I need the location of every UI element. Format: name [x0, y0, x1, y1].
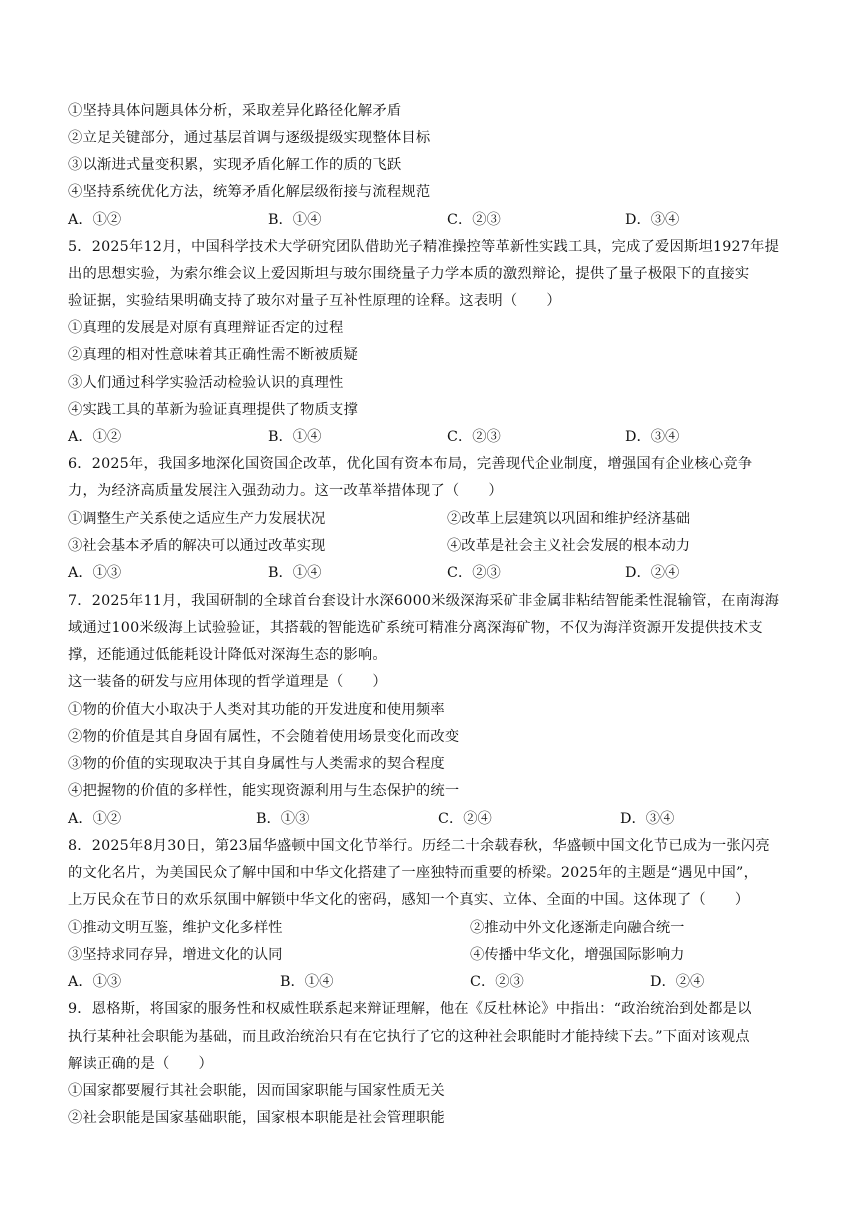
q8-statement-1: ①推动文明互鉴，维护文化多样性	[68, 920, 283, 936]
q6-option-b: B．①④	[268, 565, 322, 581]
q9-stem-line-3: 解读正确的是（ ）	[68, 1056, 213, 1072]
q9-statement-1: ①国家都要履行其社会职能，因而国家职能与国家性质无关	[68, 1083, 445, 1099]
q6-option-a: A．①③	[68, 565, 122, 581]
q6-stem-line-2: 力，为经济高质量发展注入强劲动力。这一改革举措体现了（ ）	[68, 483, 503, 499]
q9-stem-line-2: 执行某种社会职能为基础，而且政治统治只有在它执行了它的这种社会职能时才能持续下去。”下面对该观点	[68, 1029, 750, 1045]
q8-option-b: B．①④	[280, 974, 334, 990]
q6-statement-2: ②改革上层建筑以巩固和维护经济基础	[447, 511, 691, 527]
q5-stem-line-2: 出的思想实验，为索尔维会议上爱因斯坦与玻尔围绕量子力学本质的激烈辩论，提供了量子极限下的直接实	[68, 266, 750, 282]
q5-option-c: C．②③	[447, 429, 501, 445]
q7-statement-3: ③物的价值的实现取决于其自身属性与人类需求的契合程度	[68, 756, 445, 772]
q7-stem-line-4: 这一装备的研发与应用体现的哲学道理是（ ）	[68, 674, 387, 690]
q4-option-c: C．②③	[447, 212, 501, 228]
q7-statement-1: ①物的价值大小取决于人类对其功能的开发进度和使用频率	[68, 702, 445, 718]
q7-statement-2: ②物的价值是其自身固有属性，不会随着使用场景变化而改变	[68, 729, 460, 745]
q5-statement-4: ④实践工具的革新为验证真理提供了物质支撑	[68, 402, 358, 418]
q4-statement-3: ③以渐进式量变积累，实现矛盾化解工作的质的飞跃	[68, 157, 402, 173]
q8-option-a: A．①③	[68, 974, 122, 990]
q6-stem-line-1: 6．2025年，我国多地深化国资国企改革，优化国有资本布局，完善现代企业制度，增强国有企业核心竞争	[68, 456, 753, 472]
q9-statement-2: ②社会职能是国家基础职能，国家根本职能是社会管理职能	[68, 1110, 445, 1126]
q7-option-b: B．①③	[256, 811, 310, 827]
q7-option-a: A．①②	[68, 811, 122, 827]
q8-option-d: D．②④	[650, 974, 705, 990]
q5-statement-3: ③人们通过科学实验活动检验认识的真理性	[68, 375, 344, 391]
q4-option-a: A．①②	[68, 212, 122, 228]
q4-option-d: D．③④	[625, 212, 680, 228]
q4-statement-1: ①坚持具体问题具体分析，采取差异化路径化解矛盾	[68, 103, 402, 119]
q8-stem-line-2: 的文化名片，为美国民众了解中国和中华文化搭建了一座独特而重要的桥梁。2025年的主题是“遇见中国”，	[68, 865, 759, 881]
q5-statement-1: ①真理的发展是对原有真理辩证否定的过程	[68, 320, 344, 336]
q8-stem-line-3: 上万民众在节日的欢乐氛围中解锁中华文化的密码，感知一个真实、立体、全面的中国。这体现了（ ）	[68, 892, 750, 908]
q6-statement-4: ④改革是社会主义社会发展的根本动力	[447, 538, 691, 554]
q6-statement-3: ③社会基本矛盾的解决可以通过改革实现	[68, 538, 326, 554]
q4-option-b: B．①④	[268, 212, 322, 228]
q5-stem-line-3: 验证据，实验结果明确支持了玻尔对量子互补性原理的诠释。这表明（ ）	[68, 293, 561, 309]
q8-option-c: C．②③	[470, 974, 524, 990]
q5-option-d: D．③④	[625, 429, 680, 445]
q5-option-b: B．①④	[268, 429, 322, 445]
q5-statement-2: ②真理的相对性意味着其正确性需不断被质疑	[68, 347, 358, 363]
q6-option-c: C．②③	[447, 565, 501, 581]
q4-statement-2: ②立足关键部分，通过基层首调与逐级提级实现整体目标	[68, 130, 431, 146]
q7-option-d: D．③④	[620, 811, 675, 827]
q8-statement-4: ④传播中华文化，增强国际影响力	[470, 947, 685, 963]
q5-option-a: A．①②	[68, 429, 122, 445]
q5-stem-line-1: 5．2025年12月，中国科学技术大学研究团队借助光子精准操控等革新性实践工具，完成了爱因斯坦1927年提	[68, 239, 780, 255]
q7-stem-line-2: 域通过100米级海上试验验证，其搭载的智能选矿系统可精准分离深海矿物，不仅为海洋资源开发提供技术支	[68, 620, 763, 636]
q7-stem-line-3: 撑，还能通过低能耗设计降低对深海生态的影响。	[68, 647, 387, 663]
q8-statement-3: ③坚持求同存异，增进文化的认同	[68, 947, 283, 963]
q9-stem-line-1: 9．恩格斯，将国家的服务性和权威性联系起来辩证理解，他在《反杜林论》中指出：“政治统治到处都是以	[68, 1001, 752, 1017]
q6-option-d: D．②④	[625, 565, 680, 581]
q7-option-c: C．②④	[438, 811, 492, 827]
q4-statement-4: ④坚持系统优化方法，统筹矛盾化解层级衔接与流程规范	[68, 184, 431, 200]
q8-stem-line-1: 8．2025年8月30日，第23届华盛顿中国文化节举行。历经二十余载春秋，华盛顿中国文化节已成为一张闪亮	[68, 838, 770, 854]
q7-stem-line-1: 7．2025年11月，我国研制的全球首台套设计水深6000米级深海采矿非金属非粘结智能柔性混输管，在南海海	[68, 593, 780, 609]
q6-statement-1: ①调整生产关系使之适应生产力发展状况	[68, 511, 326, 527]
q8-statement-2: ②推动中外文化逐渐走向融合统一	[470, 920, 685, 936]
q7-statement-4: ④把握物的价值的多样性，能实现资源利用与生态保护的统一	[68, 783, 460, 799]
